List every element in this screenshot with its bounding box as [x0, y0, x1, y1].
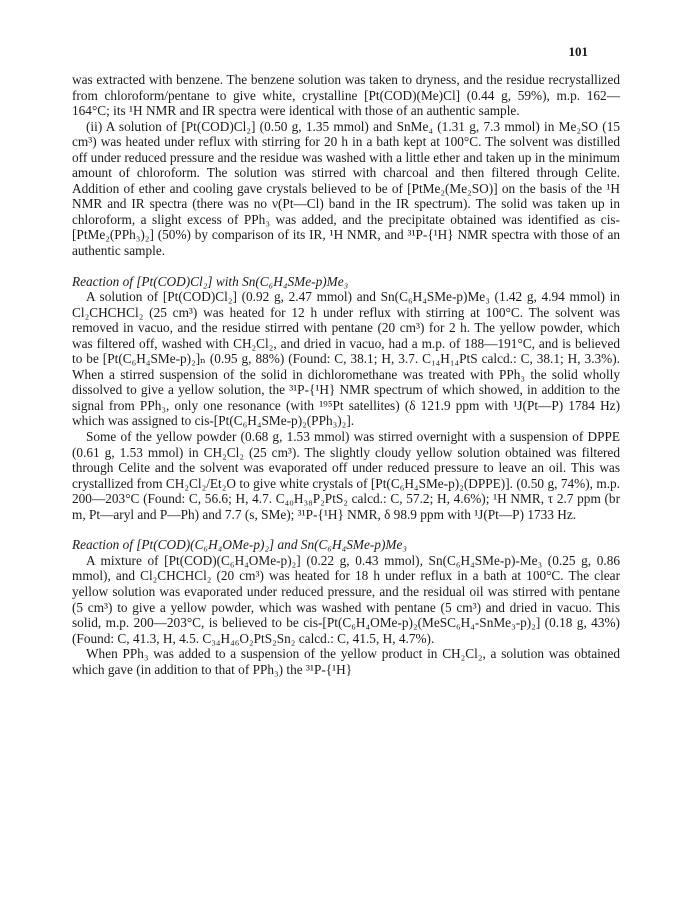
paragraph: When PPh₃ was added to a suspension of the yellow product in CH₂Cl₂, a solution was obtained which gave (in addition to that of PPh₃) the ³¹P-{¹H} [72, 646, 620, 677]
section-heading: Reaction of [Pt(COD)Cl₂] with Sn(C₆H₄SMe-p)Me₃ [72, 273, 349, 289]
section-heading: Reaction of [Pt(COD)(C₆H₄OMe-p)₂] and Sn(C₆H₄SMe-p)Me₃ [72, 537, 407, 553]
paragraph: was extracted with benzene. The benzene solution was taken to dryness, and the residue recrystallized from chloroform/pentane to give white, crystalline [Pt(COD)(Me)Cl] (0.44 g, 59%), m.p. 162—164°C; its ¹H NMR and IR spectra were identical with those of an authentic sample. [72, 72, 620, 119]
paragraph: (ii) A solution of [Pt(COD)Cl₂] (0.50 g, 1.35 mmol) and SnMe₄ (1.31 g, 7.3 mmol) in Me₂SO (15 cm³) was heated under reflux with stirring for 20 h in a bath kept at 100°C. The solvent was distilled off under reduced pressure and the residue was washed with a little ether and taken up in the minimum amount of chloroform. The solution was stirred with charcoal and then filtered through Celite. Addition of ether and cooling gave crystals believed to be of [PtMe₂(Me₂SO)] on the basis of the ¹H NMR and IR spectra (there was no ν(Pt—Cl) band in the IR spectrum). The solid was taken up in chloroform, a slight excess of PPh₃ was added, and the precipitate obtained was identified as cis-[PtMe₂(PPh₃)₂] (50%) by comparison of its IR, ¹H NMR, and ³¹P-{¹H} NMR spectra with those of an authentic sample. [72, 118, 620, 259]
paragraph: Some of the yellow powder (0.68 g, 1.53 mmol) was stirred overnight with a suspension of DPPE (0.61 g, 1.53 mmol) in CH₂Cl₂ (25 cm³). The slightly cloudy yellow solution obtained was filtered through Celite and the solvent was evaporated off under reduced pressure to leave an oil. This was crystallized from CH₂Cl₂/Et₂O to give white crystals of [Pt(C₆H₄SMe-p)₂(DPPE)]. (0.50 g, 74%), m.p. 200—203°C (Found: C, 56.6; H, 4.7. C₄₀H₃₈P₂PtS₂ calcd.: C, 57.2; H, 4.6%); ¹H NMR, τ 2.7 ppm (br m, Pt—aryl and P—Ph) and 7.7 (s, SMe); ³¹P-{¹H} NMR, δ 98.9 ppm with ¹J(Pt—P) 1733 Hz. [72, 429, 620, 522]
page-number: 101 [568, 44, 588, 59]
paragraph: A solution of [Pt(COD)Cl₂] (0.92 g, 2.47 mmol) and Sn(C₆H₄SMe-p)Me₃ (1.42 g, 4.94 mmol) in Cl₂CHCHCl₂ (25 cm³) was heated for 12 h under reflux with stirring at 100°C. The solvent was removed in vacuo, and the residue stirred with pentane (20 cm³) for 2 h. The yellow powder, which was filtered off, washed with CH₂Cl₂, and dried in vacuo, had a m.p. of 188—191°C, and is believed to be [Pt(C₆H₄SMe-p)₂]ₙ (0.95 g, 88%) (Found: C, 38.1; H, 3.7. C₁₄H₁₄PtS calcd.: C, 38.1; H, 3.3%). When a stirred suspension of the solid in dichloromethane was treated with PPh₃ the solid wholly dissolved to give a yellow solution, the ³¹P-{¹H} NMR spectrum of which showed, in addition to the signal from PPh₃, only one resonance (with ¹⁹⁵Pt satellites) (δ 121.9 ppm with ¹J(Pt—P) 1784 Hz) which was assigned to cis-[Pt(C₆H₄SMe-p)₂(PPh₃)₂]. [72, 289, 620, 429]
body-text [72, 72, 620, 677]
paragraph: A mixture of [Pt(COD)(C₆H₄OMe-p)₂] (0.22 g, 0.43 mmol), Sn(C₆H₄SMe-p)-Me₃ (0.25 g, 0.86 mmol), and Cl₂CHCHCl₂ (20 cm³) was heated for 18 h under reflux in a bath at 100°C. The clear yellow solution was evaporated under reduced pressure, and the residual oil was stirred with pentane (5 cm³) to give a yellow powder, which was washed with pentane (5 cm³) and dried in vacuo. This solid, m.p. 200—203°C, is believed to be cis-[Pt(C₆H₄OMe-p)₂(MeSC₆H₄-SnMe₃-p)₂] (0.18 g, 43%) (Found: C, 41.3, H, 4.5. C₃₄H₄₆O₂PtS₂Sn₂ calcd.: C, 41.5, H, 4.7%). [72, 552, 620, 646]
